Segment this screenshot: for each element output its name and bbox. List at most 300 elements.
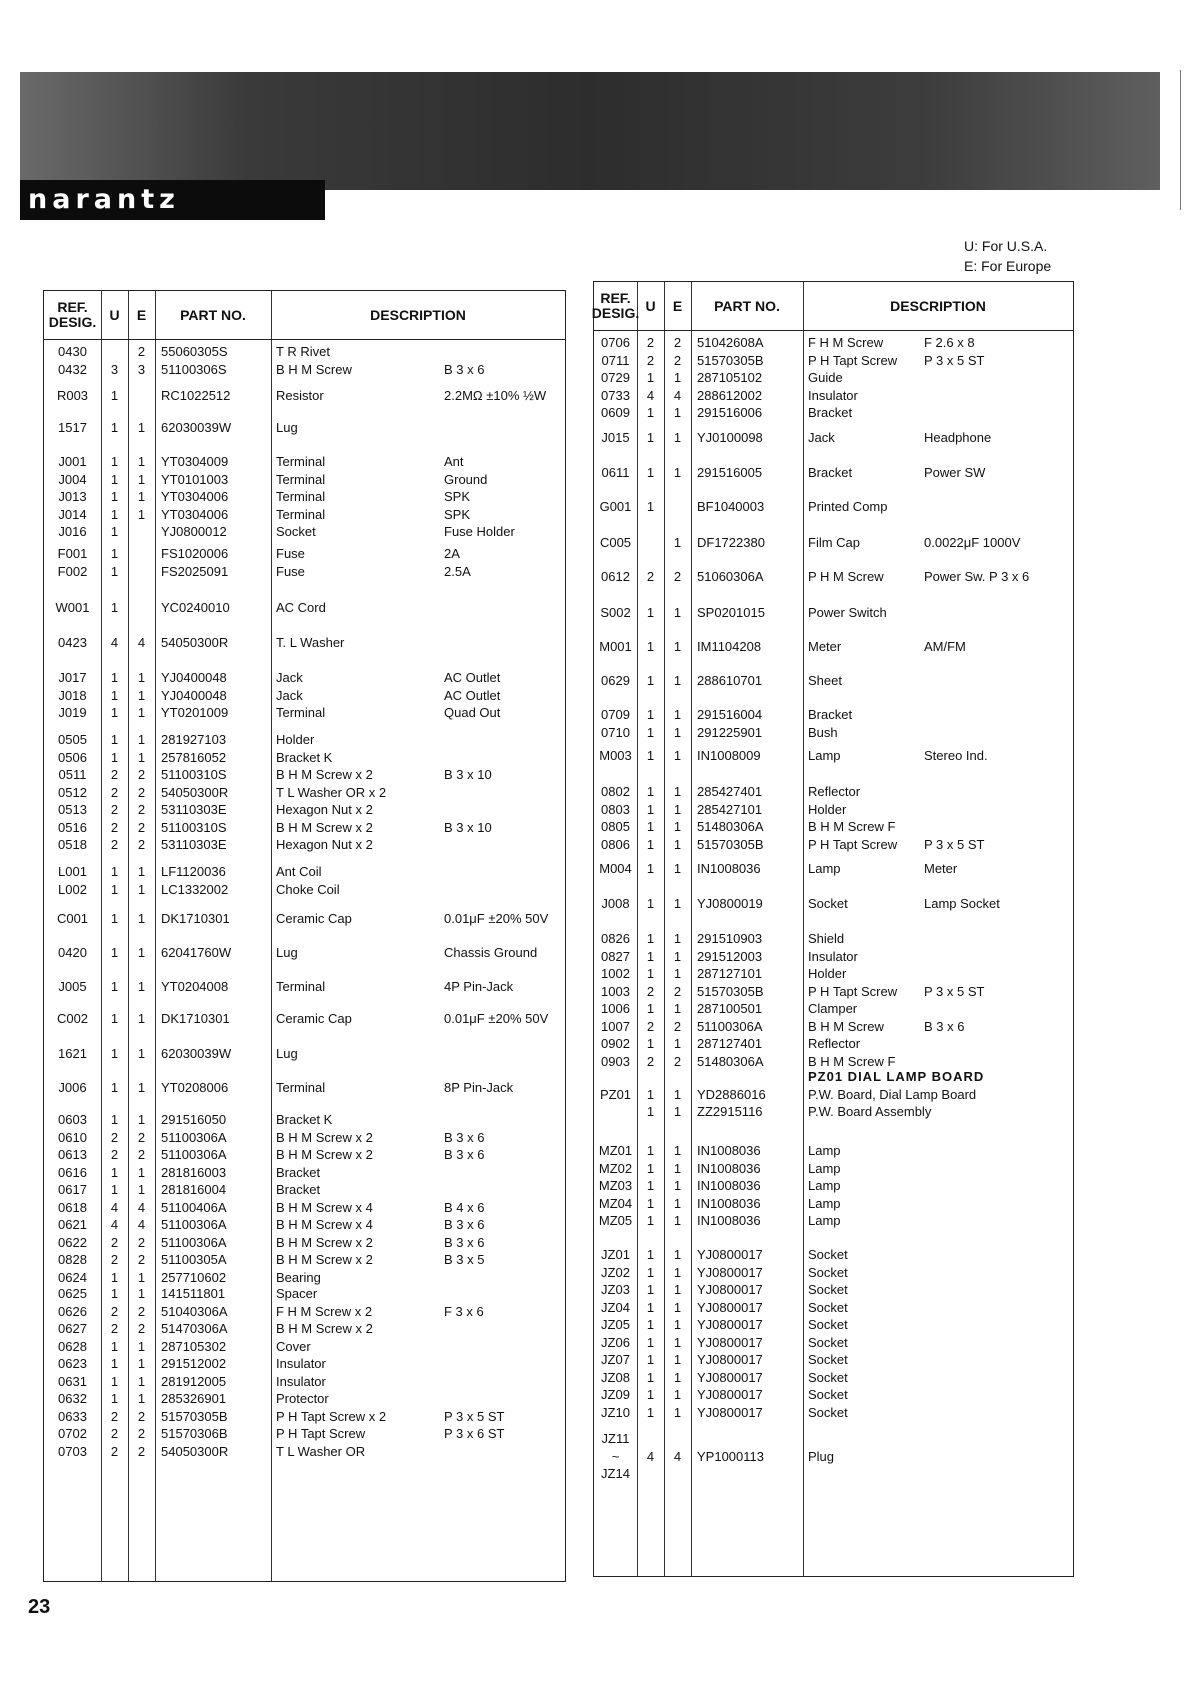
part-no: YJ0800017 [697,1264,763,1280]
part-no: IN1008036 [697,1213,761,1228]
header-u: U [109,306,120,323]
qty-europe: 2 [673,335,682,350]
part-no: 51100306A [161,1234,227,1250]
table-row [594,1448,1073,1466]
spec: Meter [924,861,958,876]
qty-europe: 1 [673,535,682,550]
ref-desig: 0622 [58,1234,87,1250]
spec: 2.2MΩ ±10% ½W [444,388,547,403]
table-row [594,965,1073,983]
ref-desig: 0710 [601,724,630,740]
region-legend [964,236,1051,276]
qty-usa: 2 [646,569,655,584]
qty-usa: 1 [646,784,655,799]
qty-europe: 2 [137,1426,146,1441]
table-row [594,334,1073,352]
qty-usa: 1 [110,1286,119,1301]
spec: F 2.6 x 8 [924,335,975,350]
qty-europe: 3 [137,361,146,377]
ref-desig: 0631 [58,1373,87,1389]
row-group [594,860,1073,878]
description: Bracket K [276,749,333,765]
qty-europe: 2 [137,767,146,782]
description: T. L Washer [276,635,345,650]
ref-desig: MZ02 [598,1160,633,1176]
qty-europe: 1 [673,639,682,654]
row-group [44,1079,565,1097]
ref-desig: 0806 [601,836,630,852]
description: Choke Coil [276,881,340,897]
qty-usa: 1 [110,1080,119,1095]
spec: 2.5A [444,563,471,579]
description: P.W. Board Assembly [808,1104,932,1119]
table-row [594,1018,1073,1036]
qty-usa: 2 [110,1443,119,1459]
part-no: YT0101003 [161,471,229,487]
qty-usa: 1 [646,896,655,911]
qty-usa: 2 [110,1408,119,1424]
qty-europe: 1 [673,605,682,620]
qty-europe: 1 [137,705,146,720]
qty-usa: 2 [646,352,655,368]
ref-desig: J013 [58,489,87,504]
table-row [594,983,1073,1001]
spec: 0.01μF ±20% 50V [444,911,549,926]
header-ref: REF. DESIG. [591,290,640,321]
qty-europe: 2 [137,344,146,359]
part-no: 291516004 [697,707,763,722]
description: Insulator [808,948,858,964]
ref-desig: J006 [58,1080,87,1095]
qty-europe: 2 [137,1234,146,1250]
part-no: 51040306A [161,1303,228,1319]
qty-europe: 4 [673,387,682,403]
ref-desig: JZ07 [601,1352,630,1367]
qty-usa: 1 [110,1011,119,1026]
description: B H M Screw x 2 [276,819,373,835]
table-row [594,1160,1073,1178]
description: Bush [808,724,838,740]
part-no: 257710602 [161,1269,227,1285]
description: Holder [808,966,847,981]
description: Holder [808,801,847,817]
part-no: 51100306A [161,1217,227,1232]
part-no: 54050300R [161,635,229,650]
ref-desig: G001 [599,499,632,514]
description: Ceramic Cap [276,1011,352,1026]
spec: F 3 x 6 [444,1303,484,1319]
qty-europe: 1 [137,489,146,504]
qty-europe: 1 [673,430,682,445]
qty-usa: 1 [646,1086,655,1102]
description: Lug [276,420,298,435]
description: Insulator [808,387,858,403]
spec: Fuse Holder [444,524,515,539]
spec: B 3 x 5 [444,1252,485,1267]
table-row [594,1142,1073,1160]
qty-europe: 4 [137,1199,146,1215]
spec: B 3 x 6 [444,1234,485,1250]
part-no: DK1710301 [161,1011,230,1026]
qty-usa: 2 [646,983,655,999]
table-row [44,978,565,996]
row-group [594,930,1073,1070]
description: Socket [808,1317,848,1332]
row-group [594,464,1073,482]
part-no: 287127401 [697,1036,763,1051]
qty-usa: 2 [110,837,119,852]
part-no: BF1040003 [697,499,765,514]
qty-europe: 2 [137,1147,146,1162]
ref-desig: JZ02 [601,1264,630,1280]
brand-logo: narantz [20,180,325,220]
qty-europe: 1 [137,881,146,897]
description: Bracket [808,707,853,722]
qty-europe: 1 [673,748,682,763]
part-no: DK1710301 [161,911,230,926]
qty-europe: 1 [137,1338,146,1354]
description: B H M Screw x 4 [276,1199,373,1215]
description: B H M Screw [808,1018,884,1034]
spec: 0.01μF ±20% 50V [444,1011,549,1026]
qty-usa: 1 [646,605,655,620]
ref-desig: 0603 [58,1112,87,1127]
ref-desig: 1003 [601,983,630,999]
description: P H Tapt Screw [808,352,898,368]
qty-usa: 1 [646,1404,655,1420]
description: Lamp [808,1160,841,1176]
qty-europe: 1 [137,945,146,960]
header-description: DESCRIPTION [890,297,986,314]
ref-desig: 1002 [601,966,630,981]
table-row [594,1299,1073,1317]
qty-usa: 1 [646,748,655,763]
part-no: 51570306B [161,1426,228,1441]
table-row [44,1234,565,1252]
qty-europe: 1 [673,948,682,964]
table-row [594,568,1073,586]
part-no: IN1008036 [697,1143,761,1158]
qty-usa: 2 [110,1252,119,1267]
qty-usa: 2 [110,1426,119,1441]
ref-desig: 0610 [58,1129,87,1145]
qty-europe: 1 [673,836,682,852]
ref-desig: 0512 [58,784,87,800]
ref-desig: MZ03 [598,1178,633,1193]
part-no: 291516005 [697,465,763,480]
qty-europe: 4 [673,1448,682,1464]
row-group [44,453,565,541]
ref-desig: J015 [601,430,630,445]
description: PZ01 DIAL LAMP BOARD [808,1069,985,1084]
qty-usa: 1 [110,705,119,720]
qty-usa: 1 [110,945,119,960]
row-group [44,863,565,898]
ref-desig: JZ14 [601,1466,630,1481]
qty-europe: 1 [137,1011,146,1026]
table-row [44,419,565,437]
spec: 8P Pin-Jack [444,1080,514,1095]
ref-desig: JZ10 [601,1404,630,1420]
spec: P 3 x 5 ST [924,983,985,999]
table-row [44,471,565,489]
description: Bearing [276,1269,321,1285]
table-row [44,704,565,722]
table-row [594,369,1073,387]
table-row [594,429,1073,447]
qty-europe: 1 [673,896,682,911]
qty-europe: 1 [673,819,682,834]
header-banner [20,72,1160,190]
ref-desig: J014 [58,506,87,522]
part-no: IN1008036 [697,1160,761,1176]
table-row [594,1068,1073,1086]
part-no: YT0304009 [161,454,229,469]
table-row [594,930,1073,948]
qty-europe: 1 [673,1036,682,1051]
qty-europe: 1 [137,420,146,435]
qty-usa: 1 [646,1178,655,1193]
ref-desig: 0903 [601,1053,630,1069]
ref-desig: JZ05 [601,1317,630,1332]
spec: P 3 x 6 ST [444,1426,505,1441]
part-no: 51100305A [161,1252,227,1267]
qty-usa: 1 [110,563,119,579]
table-row [44,1285,565,1303]
qty-usa: 2 [110,1321,119,1336]
part-no: 291512003 [697,948,763,964]
description: T L Washer OR x 2 [276,784,387,800]
qty-europe: 1 [673,1352,682,1367]
description: B H M Screw F [808,819,896,834]
qty-usa: 2 [646,1018,655,1034]
ref-desig: 0706 [601,335,630,350]
ref-desig: 0802 [601,784,630,799]
row-group [594,672,1073,690]
description: Socket [808,1282,848,1297]
qty-usa: 3 [110,361,119,377]
description: Socket [808,1369,848,1385]
qty-europe: 4 [137,1217,146,1232]
table-row [44,343,565,361]
qty-usa: 1 [110,489,119,504]
part-no: 285427101 [697,801,763,817]
part-no: 62041760W [161,945,232,960]
part-no: 291512002 [161,1356,227,1371]
table-row [594,352,1073,370]
qty-europe: 1 [673,1001,682,1016]
row-group [594,334,1073,422]
qty-usa: 1 [110,1164,119,1180]
part-no: 281927103 [161,732,227,747]
qty-usa: 1 [646,1317,655,1332]
row-group [44,387,565,405]
part-no: 53110303E [161,837,227,852]
part-no: 55060305S [161,344,228,359]
row-group [44,1045,565,1063]
part-no: 51100310S [161,819,227,835]
qty-usa: 1 [646,639,655,654]
description: Clamper [808,1001,858,1016]
description: Jack [808,430,835,445]
ref-desig: 0709 [601,707,630,722]
ref-desig: 0518 [58,837,87,852]
row-group [594,783,1073,853]
qty-europe: 1 [673,1104,682,1119]
ref-desig: JZ06 [601,1334,630,1350]
table-row [594,1000,1073,1018]
row-group [594,895,1073,913]
table-row [44,944,565,962]
table-row [594,1404,1073,1422]
parts-table-left [43,290,566,1582]
ref-desig: R003 [56,388,89,403]
table-row [44,731,565,749]
description: B H M Screw [276,361,352,377]
table-row [594,706,1073,724]
part-no: 51100406A [161,1199,227,1215]
qty-usa: 1 [646,1143,655,1158]
ref-desig: 0626 [58,1303,87,1319]
qty-europe: 1 [673,673,682,688]
qty-europe: 1 [137,670,146,685]
ref-desig: 0432 [58,361,87,377]
ref-desig: J016 [58,524,87,539]
qty-usa: 4 [110,1199,119,1215]
ref-desig: 0621 [58,1217,87,1232]
legend-europe: E: For Europe [964,258,1052,274]
table-row [594,1264,1073,1282]
part-no: YJ0800017 [697,1387,763,1402]
part-no: YC0240010 [161,600,230,615]
part-no: 51100306A [161,1147,227,1162]
qty-usa: 1 [646,801,655,817]
description: Spacer [276,1286,318,1301]
part-no: 53110303E [161,802,227,817]
table-row [594,747,1073,765]
qty-usa: 4 [646,1448,655,1464]
ref-desig: JZ04 [601,1299,630,1315]
qty-europe: 1 [673,1143,682,1158]
qty-usa: 1 [110,670,119,685]
spec: SPK [444,506,471,522]
spec: AC Outlet [444,687,501,703]
description: Sheet [808,673,842,688]
part-no: YJ0400048 [161,687,227,703]
qty-usa: 2 [646,335,655,350]
header-e: E [672,297,683,314]
ref-desig: MZ05 [598,1213,633,1228]
ref-desig: 0624 [58,1269,87,1285]
ref-desig: 0711 [601,352,630,368]
qty-usa: 1 [646,1195,655,1211]
qty-usa: 1 [110,687,119,703]
description: Socket [808,1352,848,1367]
qty-europe: 1 [673,1317,682,1332]
part-no: 51060306A [697,569,764,584]
ref-desig: 0420 [58,945,87,960]
part-no: 51042608A [697,335,764,350]
qty-usa: 1 [646,1334,655,1350]
table-row [594,818,1073,836]
description: Bracket [276,1164,321,1180]
table-row [44,1181,565,1199]
header-part-no: PART NO. [180,306,246,323]
ref-desig: 0902 [601,1036,630,1051]
part-no: IN1008036 [697,1178,761,1193]
description: Reflector [808,1036,861,1051]
part-no: 62030039W [161,420,232,435]
qty-europe: 1 [137,1182,146,1197]
description: Insulator [276,1373,326,1389]
spec: P 3 x 5 ST [924,352,985,368]
ref-desig: M001 [599,639,632,654]
spec: P 3 x 5 ST [924,836,985,852]
qty-europe: 2 [137,1252,146,1267]
ref-desig: 0627 [58,1321,87,1336]
description: Terminal [276,705,326,720]
ref-desig: 0828 [58,1252,87,1267]
description: P H Tapt Screw x 2 [276,1408,387,1424]
row-group [594,429,1073,447]
table-row [594,1334,1073,1352]
row-group [594,568,1073,586]
part-no: YT0208006 [161,1080,229,1095]
spec: B 3 x 6 [444,1129,485,1145]
description: Terminal [276,1080,326,1095]
ref-desig: 0729 [601,370,630,385]
qty-usa: 4 [646,387,655,403]
qty-usa: 2 [110,1129,119,1145]
table-row [594,1281,1073,1299]
qty-europe: 1 [673,966,682,981]
row-group [594,1246,1073,1421]
ref-desig: F002 [57,563,88,579]
description: P H Tapt Screw [276,1426,366,1441]
qty-usa: 1 [646,370,655,385]
header-u: U [645,297,656,314]
part-no: YJ0100098 [697,430,763,445]
qty-usa: 1 [646,465,655,480]
ref-desig: 0516 [58,819,87,835]
part-no: 287127101 [697,966,763,981]
ref-desig: 0623 [58,1356,87,1371]
qty-europe: 1 [673,1086,682,1102]
qty-europe: 1 [673,1178,682,1193]
description: T R Rivet [276,344,330,359]
qty-usa: 1 [110,1112,119,1127]
spec: Headphone [924,430,992,445]
table-row [594,948,1073,966]
ref-desig: 0609 [601,405,630,420]
description: P H Tapt Screw [808,836,898,852]
table-row [44,687,565,705]
table-row [44,784,565,802]
table-row [44,387,565,405]
description: Socket [808,1334,848,1350]
qty-europe: 1 [137,864,146,879]
part-no: FS1020006 [161,546,229,561]
ref-desig: 0423 [58,635,87,650]
description: Lug [276,1046,298,1061]
header-ref: REF. DESIG. [48,299,97,330]
part-no: SP0201015 [697,605,765,620]
spec: B 3 x 6 [444,1147,485,1162]
qty-usa: 1 [110,1338,119,1354]
part-no: 51480306A [697,1053,764,1069]
ref-desig: 0613 [58,1147,87,1162]
ref-desig: J004 [58,471,87,487]
